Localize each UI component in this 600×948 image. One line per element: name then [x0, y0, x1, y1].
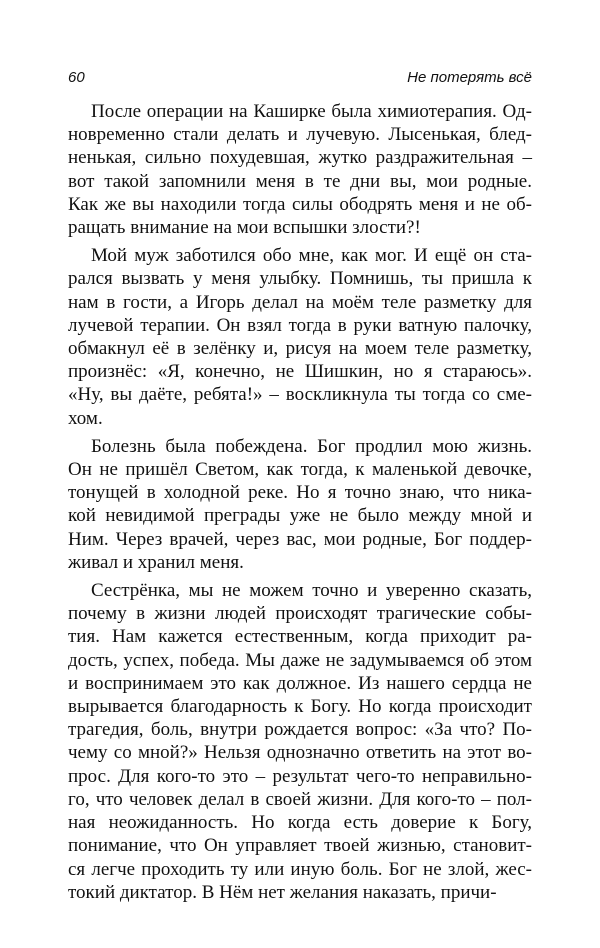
text-line: рался вызвать у меня улыбку. Помнишь, ты пришла к	[68, 268, 532, 290]
text-line: ся легче проходить ту или иную боль. Бог не злой, жес-	[68, 858, 532, 880]
text-line: тия. Нам кажется естественным, когда приходит ра-	[68, 626, 532, 648]
text-line: хом.	[68, 407, 103, 429]
page-number: 60	[68, 69, 85, 86]
text-line: ненькая, сильно похудевшая, жутко раздражительная –	[68, 147, 532, 169]
text-line: ная неожиданность. Но когда есть доверие к Богу,	[68, 812, 532, 834]
text-line: прос. Для кого-то это – результат чего-то неправильно-	[68, 765, 532, 787]
text-line: ращать внимание на мои вспышки злости?!	[68, 217, 421, 239]
text-line: кой невидимой преграды уже не было между мной и	[68, 505, 532, 527]
text-line: токий диктатор. В Нём нет желания наказать, причи-	[68, 881, 497, 903]
book-page	[68, 69, 532, 904]
text-line: почему в жизни людей происходят трагические собы-	[68, 603, 532, 625]
text-line: Как же вы находили тогда силы ободрять меня и не об-	[68, 193, 532, 215]
text-line: Он не пришёл Светом, как тогда, к маленькой девочке,	[68, 459, 532, 481]
text-line: дость, успех, победа. Мы даже не задумываемся об этом	[68, 649, 532, 671]
running-title: Не потерять всё	[407, 69, 532, 86]
text-line: Мой муж заботился обо мне, как мог. И ещё он ста-	[91, 245, 532, 267]
text-line: «Ну, вы даёте, ребята!» – воскликнула ты тогда со сме-	[68, 384, 532, 406]
text-line: чему со мной?» Нельзя однозначно ответить на этот во-	[68, 742, 532, 764]
text-line: После операции на Каширке была химиотерапия. Од-	[91, 101, 532, 122]
text-line: обмакнул её в зелёнку и, рисуя на моем теле разметку,	[68, 338, 532, 360]
text-line: трагедия, боль, внутри рождается вопрос: «За что? По-	[68, 719, 532, 741]
text-line: го, что человек делал в своей жизни. Для кого-то – пол-	[68, 788, 532, 810]
paragraph	[68, 435, 532, 574]
text-line: Ним. Через врачей, через вас, мои родные, Бог поддер-	[68, 528, 532, 550]
text-line: живал и хранил меня.	[68, 551, 244, 573]
paragraph	[68, 579, 532, 904]
text-line: лучевой терапии. Он взял тогда в руки ватную палочку,	[68, 314, 532, 336]
text-line: вырывается благодарность к Богу. Но когда происходит	[68, 696, 532, 718]
text-line: произнёс: «Я, конечно, не Шишкин, но я стараюсь».	[68, 361, 532, 383]
paragraph	[68, 100, 532, 239]
text-line: новременно стали делать и лучевую. Лысенькая, блед-	[68, 124, 532, 146]
text-line: и воспринимаем это как должное. Из нашего сердца не	[68, 672, 532, 694]
text-line: нам в гости, а Игорь делал на моём теле разметку для	[68, 291, 532, 313]
text-line: Сестрёнка, мы не можем точно и уверенно сказать,	[91, 580, 532, 602]
text-line: Болезнь была побеждена. Бог продлил мою жизнь.	[91, 435, 532, 457]
text-line: тонущей в холодной реке. Но я точно знаю, что ника-	[68, 482, 532, 504]
body-text	[68, 100, 532, 904]
text-line: понимание, что Он управляет твоей жизнью, становит-	[68, 835, 532, 857]
paragraph	[68, 244, 532, 430]
text-line: вот такой запомнили меня в те дни вы, мои родные.	[68, 170, 532, 192]
page-header	[68, 69, 532, 93]
